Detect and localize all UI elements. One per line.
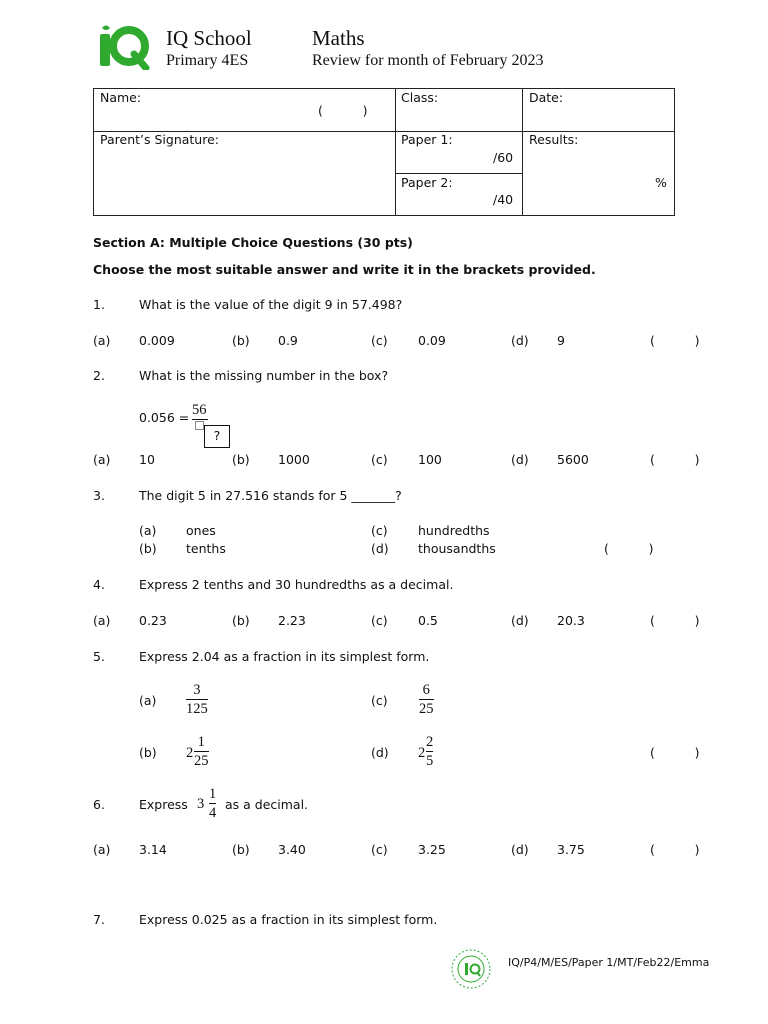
denominator: 25: [419, 701, 434, 717]
results-percent: %: [655, 175, 667, 190]
mixed-number-whole: 3: [197, 796, 205, 812]
option-a-label: (a): [93, 613, 111, 628]
answer-brackets[interactable]: ( ): [650, 842, 700, 857]
question-number: 6.: [93, 797, 105, 812]
question-text: The digit 5 in 27.516 stands for 5 _______?: [139, 488, 402, 503]
option-a-value: 0.23: [139, 613, 167, 628]
question-text: Express 0.025 as a fraction in its simplest form.: [139, 912, 438, 927]
option-b-fraction: [194, 734, 209, 769]
answer-brackets[interactable]: ( ): [650, 613, 700, 628]
option-d-value: 20.3: [557, 613, 585, 628]
denominator: 4: [209, 805, 217, 821]
document-code: IQ/P4/M/ES/Paper 1/MT/Feb22/Emma: [508, 956, 710, 969]
option-c-fraction: [419, 682, 434, 717]
name-index-brackets[interactable]: ( ): [318, 103, 368, 118]
option-d-label: (d): [511, 842, 529, 857]
answer-brackets[interactable]: ( ): [604, 541, 654, 556]
question-number: 7.: [93, 912, 105, 927]
option-a-value: 10: [139, 452, 155, 467]
option-b-value: tenths: [186, 541, 226, 556]
option-b-value: 2.23: [278, 613, 306, 628]
iq-school-logo: [92, 24, 150, 70]
question-number: 5.: [93, 649, 105, 664]
option-d-whole: 2: [418, 745, 426, 761]
option-d-value: thousandths: [418, 541, 496, 556]
question-text-after: as a decimal.: [225, 797, 309, 812]
numerator: 1: [197, 734, 205, 750]
option-d-label: (d): [511, 452, 529, 467]
option-d-value: 9: [557, 333, 565, 348]
option-c-label: (c): [371, 693, 388, 708]
paper2-label: Paper 2:: [401, 175, 453, 190]
answer-brackets[interactable]: ( ): [650, 333, 700, 348]
option-a-value: ones: [186, 523, 216, 538]
paper1-total: /60: [493, 150, 514, 165]
subject-title: Maths: [312, 26, 365, 50]
option-d-label: (d): [511, 613, 529, 628]
missing-number-box: ?: [204, 425, 230, 448]
question-text: Express 2.04 as a fraction in its simplest form.: [139, 649, 430, 664]
option-a-label: (a): [139, 693, 157, 708]
option-a-label: (a): [93, 333, 111, 348]
option-c-value: hundredths: [418, 523, 490, 538]
academic-dept-stamp: [450, 948, 492, 990]
option-a-value: 3.14: [139, 842, 167, 857]
denominator: 25: [194, 753, 209, 769]
option-d-label: (d): [371, 745, 389, 760]
answer-brackets[interactable]: ( ): [650, 452, 700, 467]
question-number: 4.: [93, 577, 105, 592]
placeholder-box: [195, 421, 204, 430]
numerator: 1: [209, 786, 217, 802]
option-b-label: (b): [139, 541, 157, 556]
option-b-value: 1000: [278, 452, 310, 467]
results-label: Results:: [529, 132, 579, 147]
option-c-label: (c): [371, 842, 388, 857]
option-b-label: (b): [232, 613, 250, 628]
option-c-value: 100: [418, 452, 442, 467]
mixed-number-fraction: [209, 786, 216, 821]
option-b-value: 3.40: [278, 842, 306, 857]
option-c-value: 0.09: [418, 333, 446, 348]
class-label: Class:: [401, 90, 439, 105]
option-b-label: (b): [232, 333, 250, 348]
option-b-label: (b): [232, 452, 250, 467]
denominator: 5: [426, 753, 434, 769]
option-c-label: (c): [371, 333, 388, 348]
question-number: 2.: [93, 368, 105, 383]
parent-signature-label: Parent’s Signature:: [100, 132, 219, 147]
option-b-label: (b): [232, 842, 250, 857]
question-text: Express 2 tenths and 30 hundredths as a decimal.: [139, 577, 454, 592]
option-b-whole: 2: [186, 745, 194, 761]
numerator: 3: [193, 682, 201, 698]
review-title: Review for month of February 2023: [312, 52, 544, 69]
paper1-label: Paper 1:: [401, 132, 453, 147]
numerator: 2: [426, 734, 434, 750]
denominator: 125: [186, 701, 208, 717]
option-b-value: 0.9: [278, 333, 298, 348]
class-level: Primary 4ES: [166, 52, 249, 69]
option-a-fraction: [186, 682, 208, 717]
option-a-label: (a): [93, 452, 111, 467]
option-c-value: 3.25: [418, 842, 446, 857]
option-d-value: 5600: [557, 452, 589, 467]
option-a-label: (a): [93, 842, 111, 857]
option-a-label: (a): [139, 523, 157, 538]
option-b-label: (b): [139, 745, 157, 760]
question-text-before: Express: [139, 797, 188, 812]
section-title: Section A: Multiple Choice Questions (30 pts): [93, 235, 413, 250]
option-c-label: (c): [371, 452, 388, 467]
equation-numerator: 56: [192, 402, 207, 418]
option-a-value: 0.009: [139, 333, 175, 348]
option-d-value: 3.75: [557, 842, 585, 857]
equation-lhs: 0.056 =: [139, 410, 190, 425]
question-text: What is the missing number in the box?: [139, 368, 389, 383]
option-c-label: (c): [371, 523, 388, 538]
paper2-total: /40: [493, 192, 514, 207]
student-info-table: [93, 88, 675, 216]
name-label: Name:: [100, 90, 142, 105]
question-number: 3.: [93, 488, 105, 503]
section-instruction: Choose the most suitable answer and write it in the brackets provided.: [93, 262, 596, 277]
question-text: What is the value of the digit 9 in 57.498?: [139, 297, 403, 312]
question-number: 1.: [93, 297, 105, 312]
option-d-fraction: [426, 734, 433, 769]
option-c-value: 0.5: [418, 613, 438, 628]
option-c-label: (c): [371, 613, 388, 628]
fraction-bar: [192, 419, 208, 420]
school-name: IQ School: [166, 26, 252, 50]
option-d-label: (d): [371, 541, 389, 556]
option-d-label: (d): [511, 333, 529, 348]
date-label: Date:: [529, 90, 564, 105]
answer-brackets[interactable]: ( ): [650, 745, 700, 760]
numerator: 6: [422, 682, 430, 698]
